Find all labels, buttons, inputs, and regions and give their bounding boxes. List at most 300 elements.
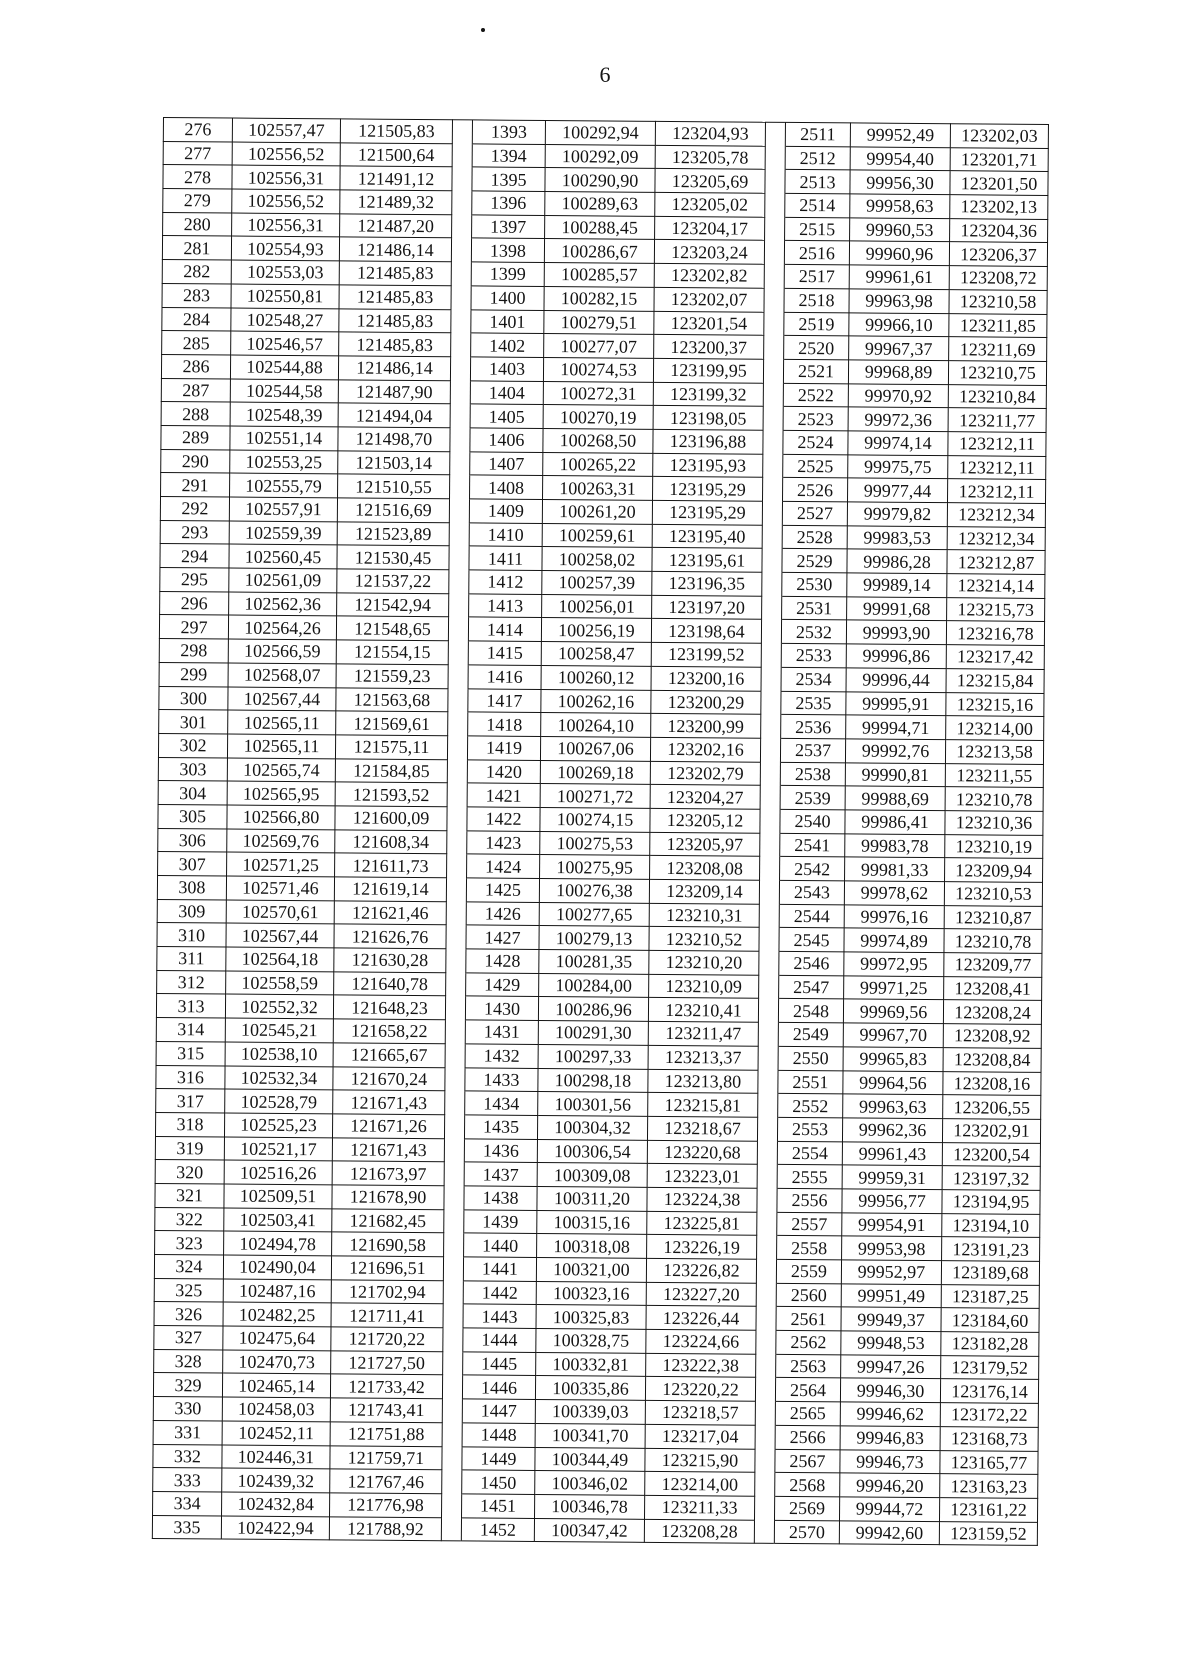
spacer-cell — [765, 146, 785, 170]
point-number-cell: 302 — [158, 733, 227, 757]
spacer-cell — [763, 383, 783, 407]
x-coordinate-cell: 100263,31 — [543, 476, 653, 501]
point-number-cell: 2565 — [775, 1401, 840, 1425]
y-coordinate-cell: 123211,69 — [949, 337, 1047, 361]
spacer-cell — [444, 1138, 464, 1162]
y-coordinate-cell: 123214,00 — [946, 716, 1044, 740]
spacer-cell — [448, 641, 468, 665]
y-coordinate-cell: 121523,89 — [337, 522, 449, 547]
point-number-cell: 1446 — [462, 1375, 535, 1399]
y-coordinate-cell: 123208,28 — [644, 1519, 754, 1544]
x-coordinate-cell: 102553,03 — [231, 260, 339, 285]
x-coordinate-cell: 102544,88 — [230, 355, 338, 380]
point-number-cell: 324 — [154, 1254, 223, 1278]
x-coordinate-cell: 100291,30 — [538, 1021, 648, 1046]
y-coordinate-cell: 121640,78 — [334, 972, 446, 997]
x-coordinate-cell: 102559,39 — [229, 521, 337, 546]
point-number-cell: 2521 — [783, 359, 848, 383]
spacer-cell — [760, 785, 780, 809]
x-coordinate-cell: 100309,08 — [537, 1163, 647, 1188]
x-coordinate-cell: 102432,84 — [222, 1492, 330, 1517]
x-coordinate-cell: 99946,30 — [840, 1378, 940, 1402]
x-coordinate-cell: 99949,37 — [841, 1307, 941, 1331]
spacer-cell — [444, 1233, 464, 1257]
point-number-cell: 1397 — [472, 215, 545, 239]
point-number-cell: 1422 — [467, 807, 540, 831]
point-number-cell: 1444 — [463, 1328, 536, 1352]
x-coordinate-cell: 100272,31 — [543, 381, 653, 406]
point-number-cell: 1423 — [467, 831, 540, 855]
x-coordinate-cell: 102465,14 — [222, 1373, 330, 1398]
point-number-cell: 2563 — [776, 1354, 841, 1378]
point-number-cell: 1430 — [465, 996, 538, 1020]
y-coordinate-cell: 121593,52 — [335, 782, 447, 807]
y-coordinate-cell: 123214,14 — [947, 574, 1045, 598]
point-number-cell: 1440 — [464, 1233, 537, 1257]
x-coordinate-cell: 100274,15 — [540, 807, 650, 832]
x-coordinate-cell: 100346,02 — [535, 1471, 645, 1496]
spacer-cell — [452, 143, 472, 167]
x-coordinate-cell: 99986,28 — [847, 549, 947, 573]
spacer-cell — [451, 309, 471, 333]
y-coordinate-cell: 121682,45 — [332, 1208, 444, 1233]
spacer-cell — [445, 1067, 465, 1091]
point-number-cell: 1443 — [463, 1304, 536, 1328]
x-coordinate-cell: 102503,41 — [224, 1208, 332, 1233]
spacer-cell — [447, 854, 467, 878]
y-coordinate-cell: 123200,16 — [651, 666, 761, 691]
spacer-cell — [442, 1446, 462, 1470]
y-coordinate-cell: 121584,85 — [335, 758, 447, 783]
y-coordinate-cell: 121487,20 — [340, 214, 452, 239]
spacer-cell — [447, 759, 467, 783]
point-number-cell: 306 — [158, 828, 227, 852]
x-coordinate-cell: 102562,36 — [229, 592, 337, 617]
x-coordinate-cell: 99974,14 — [848, 431, 948, 455]
spacer-cell — [757, 1212, 777, 1236]
spacer-cell — [450, 451, 470, 475]
x-coordinate-cell: 102458,03 — [222, 1397, 330, 1422]
spacer-cell — [764, 241, 784, 265]
point-number-cell: 1408 — [470, 475, 543, 499]
point-number-cell: 2570 — [774, 1520, 839, 1544]
x-coordinate-cell: 100286,67 — [544, 239, 654, 264]
spacer-cell — [761, 643, 781, 667]
point-number-cell: 1441 — [463, 1257, 536, 1281]
y-coordinate-cell: 121569,61 — [336, 711, 448, 736]
y-coordinate-cell: 123215,90 — [645, 1448, 755, 1473]
y-coordinate-cell: 121671,43 — [333, 1090, 445, 1115]
x-coordinate-cell: 100341,70 — [535, 1423, 645, 1448]
y-coordinate-cell: 121673,97 — [332, 1161, 444, 1186]
point-number-cell: 2560 — [776, 1283, 841, 1307]
y-coordinate-cell: 123212,11 — [947, 479, 1045, 503]
point-number-cell: 1410 — [469, 523, 542, 547]
x-coordinate-cell: 102557,91 — [229, 497, 337, 522]
spacer-cell — [755, 1472, 775, 1496]
x-coordinate-cell: 100277,07 — [544, 334, 654, 359]
point-number-cell: 1452 — [461, 1517, 534, 1541]
spacer-cell — [446, 878, 466, 902]
point-number-cell: 2569 — [775, 1496, 840, 1520]
y-coordinate-cell: 121665,67 — [333, 1043, 445, 1068]
x-coordinate-cell: 102557,47 — [232, 118, 340, 143]
y-coordinate-cell: 123202,79 — [650, 761, 760, 786]
y-coordinate-cell: 123202,03 — [950, 124, 1048, 148]
y-coordinate-cell: 121751,88 — [330, 1422, 442, 1447]
spacer-cell — [443, 1351, 463, 1375]
point-number-cell: 2546 — [779, 951, 844, 975]
spacer-cell — [452, 215, 472, 239]
x-coordinate-cell: 100282,15 — [544, 286, 654, 311]
y-coordinate-cell: 121485,83 — [339, 285, 451, 310]
y-coordinate-cell: 123203,24 — [654, 240, 764, 265]
y-coordinate-cell: 121542,94 — [337, 593, 449, 618]
point-number-cell: 284 — [162, 307, 231, 331]
x-coordinate-cell: 100286,96 — [538, 997, 648, 1022]
point-number-cell: 1451 — [462, 1494, 535, 1518]
x-coordinate-cell: 99946,73 — [840, 1449, 940, 1473]
spacer-cell — [445, 1044, 465, 1068]
y-coordinate-cell: 121486,14 — [339, 237, 451, 262]
x-coordinate-cell: 100311,20 — [537, 1186, 647, 1211]
y-coordinate-cell: 121767,46 — [330, 1469, 442, 1494]
y-coordinate-cell: 123211,55 — [945, 763, 1043, 787]
point-number-cell: 1406 — [470, 428, 543, 452]
spacer-cell — [448, 712, 468, 736]
y-coordinate-cell: 123222,38 — [646, 1353, 756, 1378]
spacer-cell — [442, 1375, 462, 1399]
spacer-cell — [451, 333, 471, 357]
y-coordinate-cell: 121743,41 — [330, 1398, 442, 1423]
y-coordinate-cell: 121530,45 — [337, 545, 449, 570]
point-number-cell: 308 — [157, 875, 226, 899]
spacer-cell — [444, 1162, 464, 1186]
y-coordinate-cell: 123205,12 — [650, 808, 760, 833]
spacer-cell — [448, 665, 468, 689]
point-number-cell: 299 — [159, 662, 228, 686]
point-number-cell: 1415 — [468, 641, 541, 665]
point-number-cell: 292 — [160, 496, 229, 520]
y-coordinate-cell: 123205,97 — [650, 832, 760, 857]
x-coordinate-cell: 100265,22 — [543, 452, 653, 477]
y-coordinate-cell: 123213,37 — [648, 1045, 758, 1070]
x-coordinate-cell: 100284,00 — [539, 973, 649, 998]
scan-dot-mark — [481, 28, 485, 32]
spacer-cell — [442, 1399, 462, 1423]
spacer-cell — [447, 783, 467, 807]
y-coordinate-cell: 123182,28 — [941, 1332, 1039, 1356]
x-coordinate-cell: 100285,57 — [544, 263, 654, 288]
x-coordinate-cell: 102565,95 — [227, 781, 335, 806]
x-coordinate-cell: 102568,07 — [228, 663, 336, 688]
y-coordinate-cell: 123211,33 — [645, 1495, 755, 1520]
x-coordinate-cell: 102565,74 — [227, 758, 335, 783]
y-coordinate-cell: 123194,10 — [942, 1213, 1040, 1237]
spacer-cell — [755, 1425, 775, 1449]
point-number-cell: 2547 — [779, 975, 844, 999]
point-number-cell: 335 — [152, 1515, 221, 1539]
y-coordinate-cell: 123208,16 — [943, 1071, 1041, 1095]
x-coordinate-cell: 100279,51 — [544, 310, 654, 335]
point-number-cell: 301 — [159, 710, 228, 734]
spacer-cell — [443, 1328, 463, 1352]
y-coordinate-cell: 123213,80 — [648, 1069, 758, 1094]
coordinates-table — [152, 117, 1049, 1546]
spacer-cell — [761, 620, 781, 644]
y-coordinate-cell: 121575,11 — [335, 735, 447, 760]
spacer-cell — [446, 972, 466, 996]
y-coordinate-cell: 123213,58 — [945, 740, 1043, 764]
y-coordinate-cell: 123208,72 — [949, 266, 1047, 290]
x-coordinate-cell: 100304,32 — [537, 1115, 647, 1140]
x-coordinate-cell: 100279,13 — [539, 926, 649, 951]
y-coordinate-cell: 123202,07 — [654, 287, 764, 312]
point-number-cell: 1445 — [463, 1352, 536, 1376]
point-number-cell: 2558 — [777, 1236, 842, 1260]
spacer-cell — [444, 1186, 464, 1210]
spacer-cell — [758, 1046, 778, 1070]
y-coordinate-cell: 121510,55 — [338, 474, 450, 499]
spacer-cell — [759, 928, 779, 952]
y-coordinate-cell: 121563,68 — [336, 687, 448, 712]
point-number-cell: 312 — [157, 970, 226, 994]
y-coordinate-cell: 121486,14 — [338, 356, 450, 381]
y-coordinate-cell: 123197,20 — [652, 595, 762, 620]
point-number-cell: 315 — [156, 1041, 225, 1065]
spacer-cell — [448, 688, 468, 712]
y-coordinate-cell: 123208,08 — [650, 856, 760, 881]
y-coordinate-cell: 123210,52 — [649, 927, 759, 952]
point-number-cell: 1395 — [472, 167, 545, 191]
y-coordinate-cell: 123204,27 — [650, 785, 760, 810]
y-coordinate-cell: 121487,90 — [338, 379, 450, 404]
x-coordinate-cell: 99964,56 — [843, 1070, 943, 1094]
point-number-cell: 287 — [161, 378, 230, 402]
point-number-cell: 1417 — [468, 688, 541, 712]
x-coordinate-cell: 102516,26 — [224, 1160, 332, 1185]
x-coordinate-cell: 100328,75 — [536, 1329, 646, 1354]
y-coordinate-cell: 123220,68 — [647, 1140, 757, 1165]
x-coordinate-cell: 102571,46 — [226, 876, 334, 901]
y-coordinate-cell: 123202,16 — [650, 737, 760, 762]
spacer-cell — [452, 167, 472, 191]
x-coordinate-cell: 99996,86 — [846, 644, 946, 668]
x-coordinate-cell: 102446,31 — [222, 1445, 330, 1470]
spacer-cell — [760, 809, 780, 833]
x-coordinate-cell: 99994,71 — [846, 715, 946, 739]
point-number-cell: 316 — [156, 1065, 225, 1089]
point-number-cell: 1437 — [464, 1162, 537, 1186]
x-coordinate-cell: 102554,93 — [231, 236, 339, 261]
x-coordinate-cell: 102494,78 — [224, 1231, 332, 1256]
spacer-cell — [758, 1022, 778, 1046]
y-coordinate-cell: 123165,77 — [940, 1450, 1038, 1474]
y-coordinate-cell: 123210,31 — [649, 903, 759, 928]
x-coordinate-cell: 102532,34 — [225, 1066, 333, 1091]
point-number-cell: 1413 — [469, 594, 542, 618]
spacer-cell — [755, 1401, 775, 1425]
x-coordinate-cell: 100292,94 — [545, 121, 655, 146]
x-coordinate-cell: 99952,49 — [850, 123, 950, 147]
y-coordinate-cell: 123212,11 — [948, 432, 1046, 456]
spacer-cell — [762, 501, 782, 525]
y-coordinate-cell: 121776,98 — [330, 1493, 442, 1518]
spacer-cell — [765, 217, 785, 241]
spacer-cell — [757, 1117, 777, 1141]
y-coordinate-cell: 123172,22 — [940, 1403, 1038, 1427]
x-coordinate-cell: 100258,02 — [542, 547, 652, 572]
spacer-cell — [764, 312, 784, 336]
point-number-cell: 2525 — [783, 454, 848, 478]
y-coordinate-cell: 121727,50 — [331, 1351, 443, 1376]
x-coordinate-cell: 100335,86 — [535, 1376, 645, 1401]
point-number-cell: 2517 — [784, 265, 849, 289]
x-coordinate-cell: 100346,78 — [535, 1494, 645, 1519]
y-coordinate-cell: 121626,76 — [334, 924, 446, 949]
spacer-cell — [762, 549, 782, 573]
x-coordinate-cell: 100264,10 — [541, 713, 651, 738]
x-coordinate-cell: 99992,76 — [845, 739, 945, 763]
x-coordinate-cell: 99981,33 — [845, 857, 945, 881]
point-number-cell: 1414 — [468, 617, 541, 641]
point-number-cell: 1427 — [466, 925, 539, 949]
spacer-cell — [760, 762, 780, 786]
y-coordinate-cell: 123202,82 — [654, 263, 764, 288]
x-coordinate-cell: 102550,81 — [231, 284, 339, 309]
point-number-cell: 2552 — [778, 1094, 843, 1118]
y-coordinate-cell: 123195,40 — [652, 524, 762, 549]
x-coordinate-cell: 99986,41 — [845, 810, 945, 834]
point-number-cell: 318 — [155, 1112, 224, 1136]
point-number-cell: 2537 — [780, 738, 845, 762]
point-number-cell: 1435 — [464, 1115, 537, 1139]
x-coordinate-cell: 99944,72 — [839, 1497, 939, 1521]
y-coordinate-cell: 123202,13 — [950, 195, 1048, 219]
x-coordinate-cell: 99971,25 — [844, 976, 944, 1000]
x-coordinate-cell: 102509,51 — [224, 1184, 332, 1209]
spacer-cell — [452, 120, 472, 144]
spacer-cell — [762, 525, 782, 549]
x-coordinate-cell: 100332,81 — [536, 1352, 646, 1377]
point-number-cell: 1439 — [464, 1210, 537, 1234]
spacer-cell — [765, 193, 785, 217]
x-coordinate-cell: 102556,52 — [232, 142, 340, 167]
y-coordinate-cell: 123210,20 — [649, 950, 759, 975]
x-coordinate-cell: 99993,90 — [846, 620, 946, 644]
y-coordinate-cell: 121537,22 — [337, 569, 449, 594]
x-coordinate-cell: 102566,59 — [228, 639, 336, 664]
x-coordinate-cell: 102556,31 — [232, 213, 340, 238]
x-coordinate-cell: 102528,79 — [225, 1089, 333, 1114]
spacer-cell — [445, 1020, 465, 1044]
spacer-cell — [761, 714, 781, 738]
y-coordinate-cell: 121498,70 — [338, 427, 450, 452]
y-coordinate-cell: 123220,22 — [645, 1377, 755, 1402]
y-coordinate-cell: 121559,23 — [336, 664, 448, 689]
x-coordinate-cell: 100259,61 — [542, 523, 652, 548]
spacer-cell — [762, 572, 782, 596]
y-coordinate-cell: 123187,25 — [941, 1284, 1039, 1308]
point-number-cell: 1420 — [467, 759, 540, 783]
x-coordinate-cell: 99969,56 — [843, 999, 943, 1023]
point-number-cell: 323 — [155, 1231, 224, 1255]
y-coordinate-cell: 121671,43 — [332, 1137, 444, 1162]
y-coordinate-cell: 123205,69 — [655, 169, 765, 194]
y-coordinate-cell: 123198,64 — [651, 619, 761, 644]
x-coordinate-cell: 102538,10 — [225, 1042, 333, 1067]
x-coordinate-cell: 102487,16 — [223, 1279, 331, 1304]
y-coordinate-cell: 123210,09 — [649, 974, 759, 999]
x-coordinate-cell: 99954,40 — [850, 147, 950, 171]
y-coordinate-cell: 121678,90 — [332, 1185, 444, 1210]
spacer-cell — [451, 238, 471, 262]
spacer-cell — [763, 359, 783, 383]
spacer-cell — [755, 1378, 775, 1402]
point-number-cell: 285 — [162, 331, 231, 355]
x-coordinate-cell: 99956,77 — [842, 1189, 942, 1213]
point-number-cell: 1429 — [466, 973, 539, 997]
y-coordinate-cell: 123210,19 — [945, 834, 1043, 858]
x-coordinate-cell: 99954,91 — [842, 1212, 942, 1236]
y-coordinate-cell: 123200,54 — [942, 1142, 1040, 1166]
point-number-cell: 304 — [158, 781, 227, 805]
point-number-cell: 281 — [162, 236, 231, 260]
x-coordinate-cell: 100267,06 — [540, 736, 650, 761]
y-coordinate-cell: 121494,04 — [338, 403, 450, 428]
spacer-cell — [446, 949, 466, 973]
point-number-cell: 2522 — [783, 383, 848, 407]
spacer-cell — [450, 357, 470, 381]
x-coordinate-cell: 99961,43 — [842, 1141, 942, 1165]
x-coordinate-cell: 100276,38 — [539, 878, 649, 903]
page-number: 6 — [599, 62, 611, 87]
x-coordinate-cell: 102546,57 — [231, 331, 339, 356]
point-number-cell: 329 — [153, 1373, 222, 1397]
x-coordinate-cell: 102452,11 — [222, 1421, 330, 1446]
x-coordinate-cell: 100274,53 — [543, 357, 653, 382]
y-coordinate-cell: 123215,81 — [648, 1093, 758, 1118]
spacer-cell — [445, 1091, 465, 1115]
x-coordinate-cell: 102571,25 — [227, 852, 335, 877]
x-coordinate-cell: 102490,04 — [223, 1255, 331, 1280]
x-coordinate-cell: 99942,60 — [839, 1520, 939, 1544]
point-number-cell: 295 — [160, 568, 229, 592]
x-coordinate-cell: 102564,26 — [228, 615, 336, 640]
y-coordinate-cell: 123199,95 — [653, 358, 763, 383]
spacer-cell — [756, 1259, 776, 1283]
x-coordinate-cell: 99960,53 — [850, 218, 950, 242]
y-coordinate-cell: 123210,36 — [945, 811, 1043, 835]
spacer-cell — [756, 1307, 776, 1331]
x-coordinate-cell: 100269,18 — [540, 760, 650, 785]
point-number-cell: 2562 — [776, 1330, 841, 1354]
point-number-cell: 1404 — [470, 380, 543, 404]
y-coordinate-cell: 121630,28 — [334, 948, 446, 973]
y-coordinate-cell: 123206,55 — [943, 1095, 1041, 1119]
point-number-cell: 2513 — [785, 170, 850, 194]
y-coordinate-cell: 123209,77 — [944, 953, 1042, 977]
y-coordinate-cell: 123225,81 — [647, 1211, 757, 1236]
y-coordinate-cell: 121670,24 — [333, 1066, 445, 1091]
spacer-cell — [759, 880, 779, 904]
point-number-cell: 313 — [156, 994, 225, 1018]
point-number-cell: 310 — [157, 923, 226, 947]
spacer-cell — [764, 335, 784, 359]
x-coordinate-cell: 100277,65 — [539, 902, 649, 927]
spacer-cell — [759, 951, 779, 975]
point-number-cell: 1436 — [464, 1138, 537, 1162]
